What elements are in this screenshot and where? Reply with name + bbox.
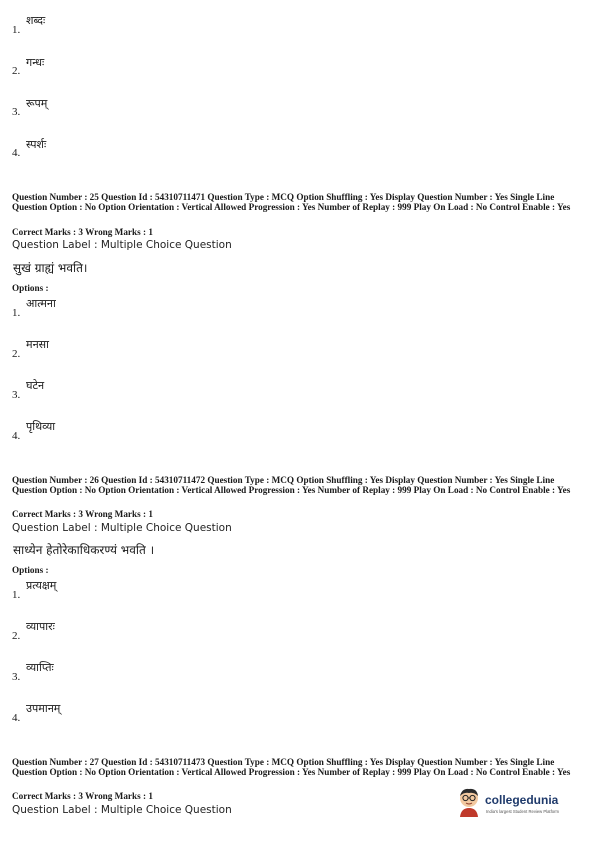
option-number: 3. bbox=[12, 389, 21, 401]
logo-tagline: India's largest Student Review Platform bbox=[486, 809, 559, 814]
option-number: 4. bbox=[12, 712, 21, 724]
option-number: 3. bbox=[12, 106, 21, 118]
option-text: प्रत्यक्षम् bbox=[26, 579, 57, 592]
option-number: 1. bbox=[12, 24, 21, 36]
collegedunia-logo bbox=[456, 785, 581, 825]
question-meta: Question Number : 26 Question Id : 54310711472 Question Type : MCQ Option Shuffling : Yes Display Question Number : Yes Single Line Question Option : No Option Orientation : Vertical Allowed Progression : Yes Number of Replay : 999 Play On Load : No Control Enable : Yes bbox=[12, 475, 571, 496]
question-label: Question Label : Multiple Choice Question bbox=[12, 239, 232, 251]
option-text: रूपम् bbox=[26, 97, 48, 110]
option-number: 4. bbox=[12, 430, 21, 442]
option-text: पृथिव्या bbox=[26, 420, 56, 433]
option-number: 4. bbox=[12, 147, 21, 159]
question-label: Question Label : Multiple Choice Question bbox=[12, 522, 232, 534]
question-meta: Question Number : 25 Question Id : 54310711471 Question Type : MCQ Option Shuffling : Yes Display Question Number : Yes Single Line Question Option : No Option Orientation : Vertical Allowed Progression : Yes Number of Replay : 999 Play On Load : No Control Enable : Yes bbox=[12, 192, 571, 213]
option-text: आत्मना bbox=[26, 297, 56, 310]
question-marks: Correct Marks : 3 Wrong Marks : 1 bbox=[12, 791, 153, 801]
question-marks: Correct Marks : 3 Wrong Marks : 1 bbox=[12, 227, 153, 237]
option-number: 3. bbox=[12, 671, 21, 683]
options-label: Options : bbox=[12, 283, 49, 293]
option-number: 2. bbox=[12, 65, 21, 77]
question-marks: Correct Marks : 3 Wrong Marks : 1 bbox=[12, 509, 153, 519]
logo-name: collegedunia bbox=[485, 793, 559, 807]
option-text: मनसा bbox=[26, 338, 49, 351]
option-number: 2. bbox=[12, 348, 21, 360]
option-text: गन्धः bbox=[26, 56, 45, 69]
option-text: उपमानम् bbox=[26, 702, 61, 715]
option-text: शब्दः bbox=[26, 14, 46, 27]
option-number: 1. bbox=[12, 307, 21, 319]
option-text: व्याप्तिः bbox=[26, 661, 54, 674]
option-number: 2. bbox=[12, 630, 21, 642]
question-text: साध्येन हेतोरेकाधिकरण्यं भवति । bbox=[13, 543, 155, 557]
option-text: व्यापारः bbox=[26, 620, 55, 633]
question-meta: Question Number : 27 Question Id : 54310711473 Question Type : MCQ Option Shuffling : Yes Display Question Number : Yes Single Line Question Option : No Option Orientation : Vertical Allowed Progression : Yes Number of Replay : 999 Play On Load : No Control Enable : Yes bbox=[12, 757, 571, 778]
question-text: सुखं ग्राह्यं भवति। bbox=[13, 261, 88, 275]
option-text: घटेन bbox=[26, 379, 45, 392]
options-label: Options : bbox=[12, 565, 49, 575]
option-number: 1. bbox=[12, 589, 21, 601]
question-label: Question Label : Multiple Choice Question bbox=[12, 804, 232, 816]
mascot-icon bbox=[456, 787, 482, 819]
option-text: स्पर्शः bbox=[26, 138, 47, 151]
